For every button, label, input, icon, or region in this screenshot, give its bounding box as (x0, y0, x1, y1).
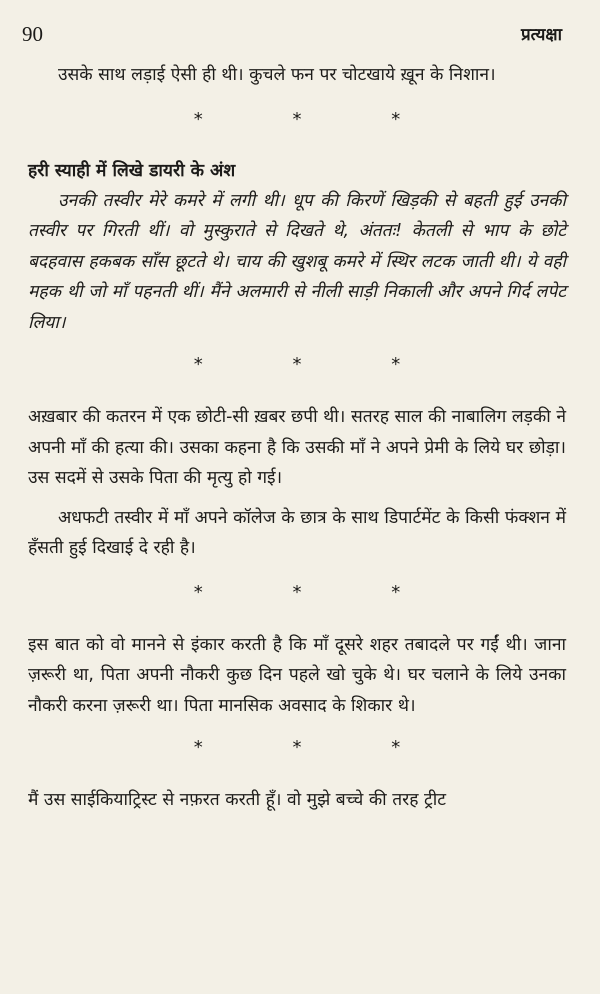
running-title: प्रत्यक्षा (520, 25, 562, 45)
section-separator: * * * (193, 581, 443, 603)
section-heading: हरी स्याही में लिखे डायरी के अंश (28, 160, 236, 181)
page-number: 90 (22, 22, 43, 46)
paragraph-photo: अधफटी तस्वीर में माँ अपने कॉलेज के छात्र के साथ डिपार्टमेंट के किसी फंक्शन में हँसती हुई दिखाई दे रही है। (28, 507, 566, 558)
section-separator: * * * (193, 354, 443, 375)
section-separator: * * * (193, 737, 443, 758)
section-separator: * * * (193, 108, 443, 130)
paragraph-transfer: इस बात को वो मानने से इंकार करती है कि माँ दूसरे शहर तबादले पर गईं थी। जाना ज़रूरी था, पिता अपनी नौकरी कुछ दिन पहले खो चुके थे। घर चलाने के लिये उनका नौकरी करना ज़रूरी था। पिता मानसिक अवसाद के शिकार थे। (28, 634, 566, 716)
page-header (20, 22, 562, 52)
paragraph-psychiatrist: मैं उस साईकियाट्रिस्ट से नफ़रत करती हूँ। वो मुझे बच्चे की तरह ट्रीट (28, 790, 447, 810)
page-body (28, 60, 566, 816)
paragraph-diary: उनकी तस्वीर मेरे कमरे में लगी थी। धूप की किरणें खिड़की से बहती हुई उनकी तस्वीर पर गिरती थीं। वो मुस्कुराते से दिखते थे, अंततः! केतली से भाप के छोटे बदहवास हकबक साँस छूटते थे। चाय की खुशबू कमरे में स्थिर लटक जाती थी। ये वही महक थी जो माँ पहनती थीं। मैंने अलमारी से नीली साड़ी निकाली और अपने गिर्द लपेट लिया। (28, 190, 566, 333)
paragraph-newspaper: अख़बार की कतरन में एक छोटी-सी ख़बर छपी थी। सतरह साल की नाबालिग लड़की ने अपनी माँ की हत्या की। उसका कहना है कि उसकी माँ ने अपने प्रेमी के लिये घर छोड़ा। उस सदमें से उसके पिता की मृत्यु हो गई। (28, 407, 566, 488)
paragraph-1: उसके साथ लड़ाई ऐसी ही थी। कुचले फन पर चोटखाये ख़ून के निशान। (58, 65, 496, 85)
